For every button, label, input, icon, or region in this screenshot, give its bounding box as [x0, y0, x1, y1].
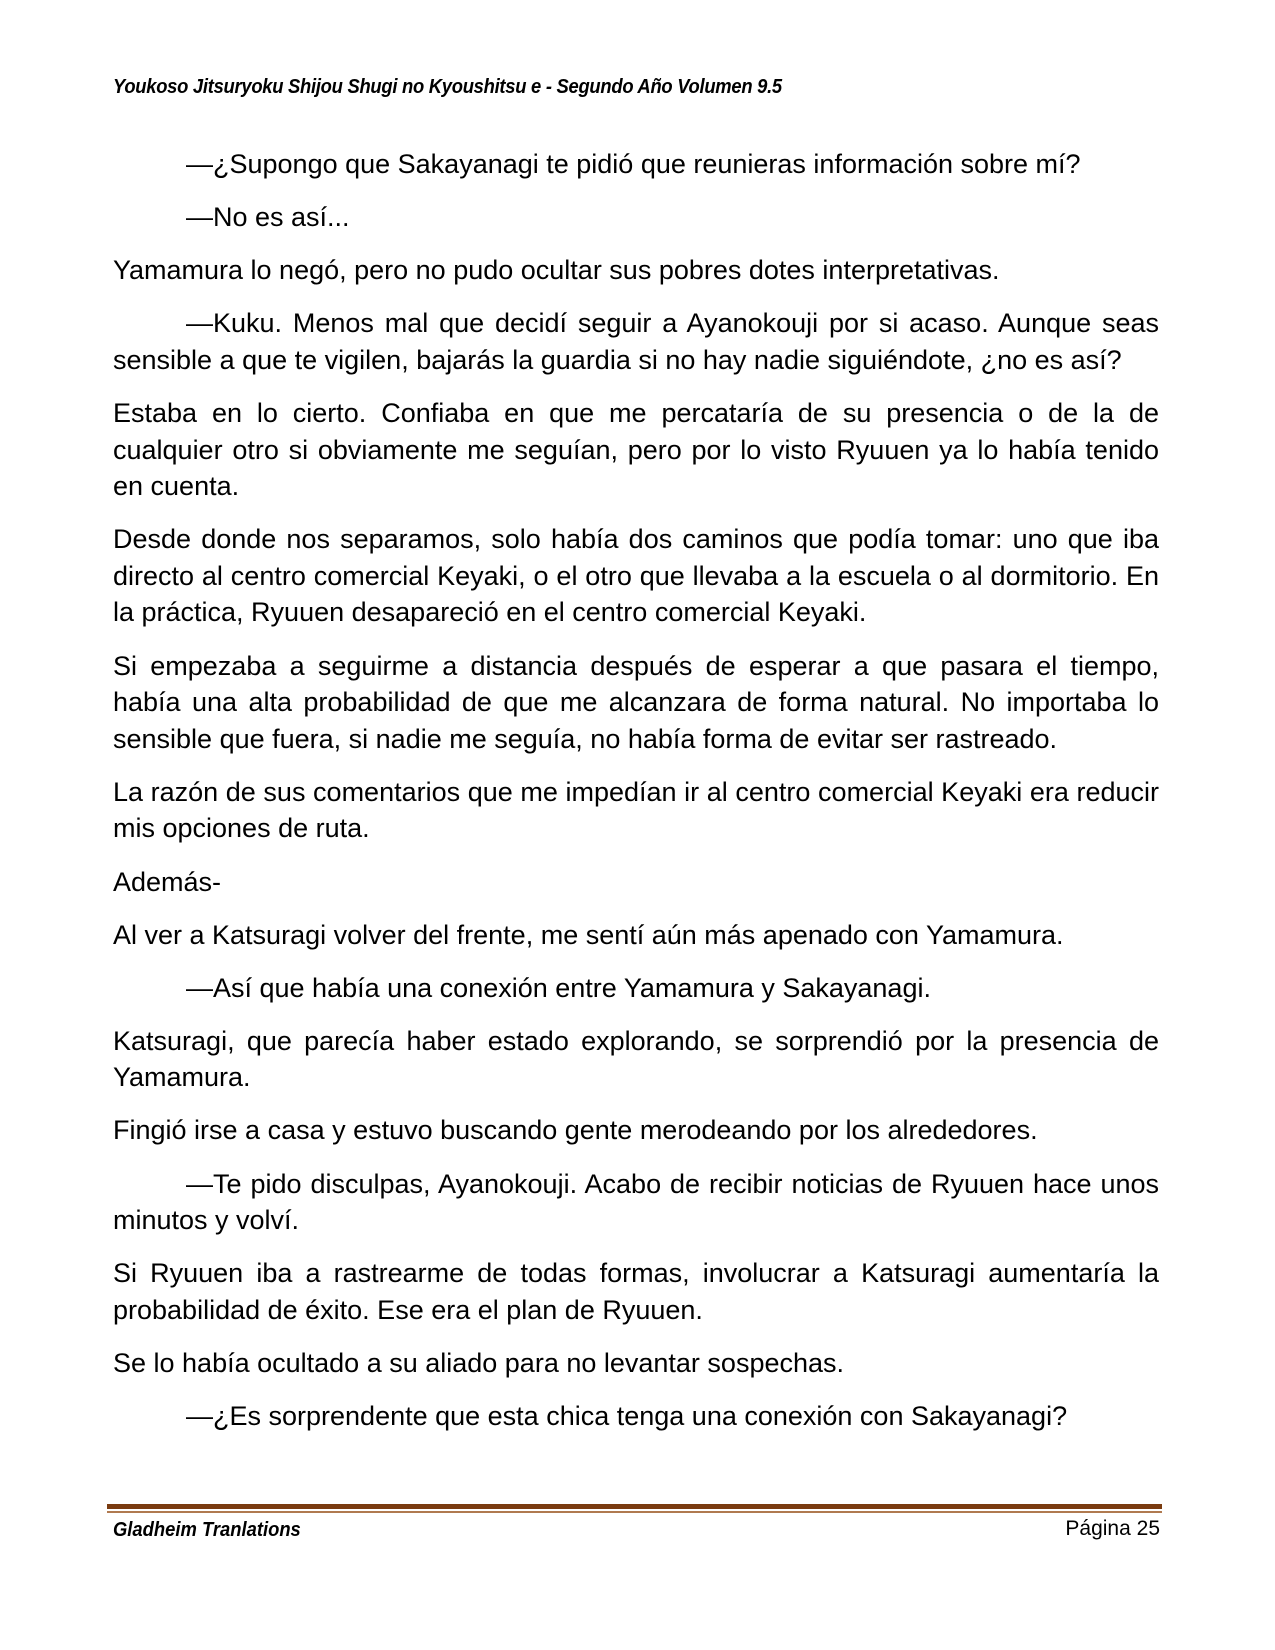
footer-credit: Gladheim Tranlations: [113, 1519, 301, 1541]
paragraph: —¿Es sorprendente que esta chica tenga una conexión con Sakayanagi?: [186, 1401, 1068, 1432]
paragraph: —Te pido disculpas, Ayanokouji. Acabo de recibir noticias de Ryuuen hace unos minutos y volví.: [113, 1168, 1159, 1236]
paragraph: Si Ryuuen iba a rastrearme de todas formas, involucrar a Katsuragi aumentaría la probabilidad de éxito. Ese era el plan de Ryuuen.: [113, 1258, 1159, 1325]
paragraph: —Así que había una conexión entre Yamamura y Sakayanagi.: [186, 972, 931, 1003]
paragraph: —Kuku. Menos mal que decidí seguir a Ayanokouji por si acaso. Aunque seas sensible a que te vigilen, bajarás la guardia si no hay nadie siguiéndote, ¿no es así?: [113, 308, 1159, 375]
paragraph: Yamamura lo negó, pero no pudo ocultar sus pobres dotes interpretativas.: [113, 255, 1000, 286]
page-label: Página: [1065, 1517, 1131, 1540]
page-body: [113, 146, 1159, 1451]
paragraph: Se lo había ocultado a su aliado para no levantar sospechas.: [113, 1347, 845, 1378]
running-header: Youkoso Jitsuryoku Shijou Shugi no Kyoushitsu e - Segundo Año Volumen 9.5: [113, 76, 782, 98]
paragraph: Katsuragi, que parecía haber estado explorando, se sorprendió por la presencia de Yamamura.: [113, 1025, 1159, 1093]
paragraph: —¿Supongo que Sakayanagi te pidió que reunieras información sobre mí?: [186, 149, 1081, 179]
paragraph: Además-: [113, 866, 222, 897]
paragraph: La razón de sus comentarios que me impedían ir al centro comercial Keyaki era reducir mis opciones de ruta.: [113, 776, 1159, 844]
paragraph: Desde donde nos separamos, solo había dos caminos que podía tomar: uno que iba directo al centro comercial Keyaki, o el otro que llevaba a la escuela o al dormitorio. En la práctica, Ryuuen desapareció en el centro comercial Keyaki.: [113, 524, 1159, 628]
footer-divider: [107, 1504, 1162, 1509]
paragraph: —No es así...: [186, 202, 350, 233]
page-number-value: 25: [1136, 1517, 1160, 1540]
paragraph: Si empezaba a seguirme a distancia después de esperar a que pasara el tiempo, había una alta probabilidad de que me alcanzara de forma natural. No importaba lo sensible que fuera, si nadie me seguía, no había forma de evitar ser rastreado.: [113, 650, 1159, 754]
page-number: [1065, 1517, 1160, 1541]
paragraph: Al ver a Katsuragi volver del frente, me sentí aún más apenado con Yamamura.: [113, 919, 1064, 950]
paragraph: Estaba en lo cierto. Confiaba en que me percataría de su presencia o de la de cualquier otro si obviamente me seguían, pero por lo visto Ryuuen ya lo había tenido en cuenta.: [113, 397, 1159, 502]
footer-divider-thin: [107, 1511, 1162, 1513]
paragraph: Fingió irse a casa y estuvo buscando gente merodeando por los alrededores.: [113, 1115, 1038, 1146]
